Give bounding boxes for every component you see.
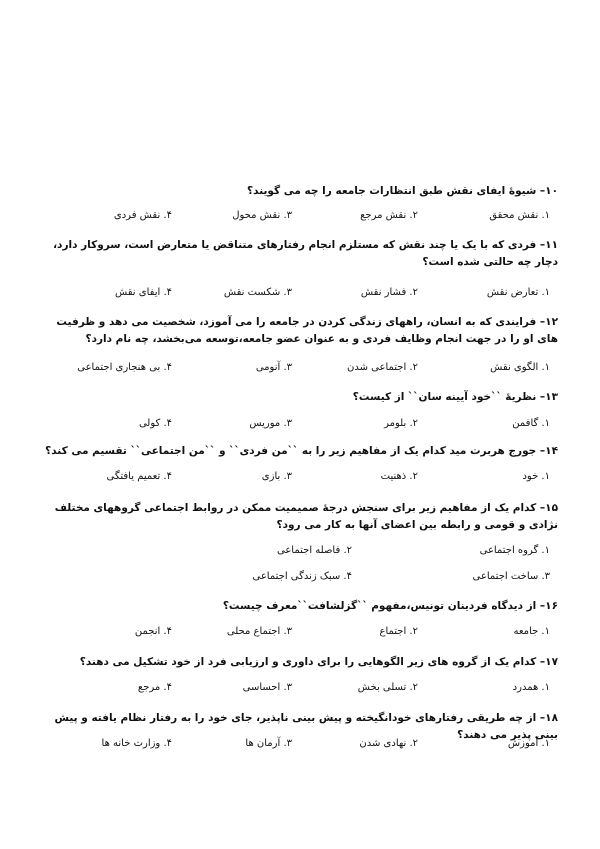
question-text: شیوهٔ ایفای نقش طبق انتظارات جامعه را چه می گویند؟: [247, 185, 537, 197]
option: ۳. نقش محول: [232, 210, 292, 221]
question-title: [38, 500, 558, 534]
option: ۴. مرجع: [137, 682, 172, 693]
option: ۱. آموزش: [507, 738, 550, 749]
question-number: ۱۲–: [539, 316, 558, 328]
question-number: ۱۷–: [539, 656, 558, 668]
options-row: [40, 736, 550, 752]
question-number: ۱۶–: [539, 600, 558, 612]
option: ۳. آنومی: [255, 362, 292, 373]
option: ۴. ایفای نقش: [115, 287, 172, 298]
question-text: فردی که با یک یا چند نقش که مستلزم انجام رفتارهای متناقض یا متعارض است، سروکار دارد، دچار چه حالتی شده است؟: [53, 239, 558, 268]
question-text: فرایندی که به انسان، راههای زندگی کردن در جامعه را می آموزد، شخصیت می دهد و ظرفیت های او را در جهت انجام وظایف فردی و به عنوان عضو جامعه،توسعه می‌بخشد، چه نام دارد؟: [56, 316, 558, 345]
question-number: ۱۱–: [539, 239, 558, 251]
option: ۴. نقش فردی: [113, 210, 172, 221]
question-text: از دیدگاه فردینان تونیس،مفهوم ``گزلشافت``معرف چیست؟: [222, 600, 537, 612]
option: ۲. تسلی بخش: [357, 682, 418, 693]
question-number: ۱۸–: [539, 712, 558, 724]
question-title: [38, 598, 558, 615]
option: ۲. فشار نقش: [360, 287, 418, 298]
option: ۲. ذهنیت: [380, 471, 418, 482]
options-row: [40, 569, 550, 585]
question-number: ۱۴–: [539, 445, 558, 457]
option: ۳. ساخت اجتماعی: [472, 571, 550, 582]
option: ۲. بلومر: [384, 418, 418, 429]
option: ۴. سبک زندگی اجتماعی: [252, 571, 352, 582]
option: ۳. اجتماع محلی: [226, 626, 292, 637]
question-title: [38, 314, 558, 348]
question-title: [38, 237, 558, 271]
options-row: [40, 208, 550, 224]
options-row: [40, 624, 550, 640]
question-title: [38, 389, 558, 406]
option: ۳. شکست نقش: [223, 287, 292, 298]
options-row: [40, 469, 550, 485]
question-number: ۱۰–: [539, 185, 558, 197]
option: ۴. بی هنجاری اجتماعی: [77, 362, 172, 373]
question-title: [38, 183, 558, 200]
options-row: [40, 680, 550, 696]
option: ۲. نهادی شدن: [359, 738, 418, 749]
option: ۱. جامعه: [513, 626, 550, 637]
option: ۴. انجمن: [134, 626, 172, 637]
question-number: ۱۳–: [539, 391, 558, 403]
option: ۱. همدرد: [512, 682, 550, 693]
question-text: نظریهٔ ``خود آیینه سان`` از کیست؟: [352, 391, 537, 403]
option: ۱. گروه اجتماعی: [479, 545, 550, 556]
options-row: [40, 285, 550, 301]
option: ۲. اجتماعی شدن: [347, 362, 418, 373]
option: ۱. تعارض نقش: [486, 287, 550, 298]
options-row: [40, 360, 550, 376]
option: ۳. بازی: [261, 471, 292, 482]
option: ۳. احساسی: [242, 682, 292, 693]
question-text: کدام یک از مفاهیم زیر برای سنجش درجهٔ صمیمیت ممکن در روابط اجتماعی گروههای مختلف نژادی و قومی و رابطه بین اعضای آنها به کار می رود؟: [54, 502, 558, 531]
option: ۳. موریس: [249, 418, 292, 429]
question-number: ۱۵–: [539, 502, 558, 514]
option: ۲. اجتماع: [379, 626, 418, 637]
options-row: [40, 543, 550, 559]
option: ۱. خود: [522, 471, 550, 482]
option: ۳. آرمان ها: [245, 738, 292, 749]
option: ۴. کولی: [138, 418, 172, 429]
option: ۴. تعمیم یافتگی: [106, 471, 172, 482]
option: ۱. نقش محقق: [489, 210, 550, 221]
question-text: جورج هربرت مید کدام یک از مفاهیم زیر را به ``من فردی`` و ``من اجتماعی`` تقسیم می کند؟: [45, 445, 537, 457]
question-title: [38, 654, 558, 671]
options-row: [40, 416, 550, 432]
option: ۲. فاصله اجتماعی: [276, 545, 352, 556]
question-title: [38, 443, 558, 460]
option: ۲. نقش مرجع: [360, 210, 418, 221]
question-text: کدام یک از گروه های زیر الگوهایی را برای داوری و ارزیابی فرد از خود تشکیل می دهند؟: [79, 656, 537, 668]
question-text: از چه طریقی رفتارهای خودانگیخته و پیش بینی ناپذیر، جای خود را به رفتار نظام یافته و پیش بینی پذیر می دهند؟: [54, 712, 558, 741]
option: ۱. گافمن: [512, 418, 550, 429]
option: ۴. وزارت خانه ها: [101, 738, 172, 749]
option: ۱. الگوی نقش: [490, 362, 550, 373]
